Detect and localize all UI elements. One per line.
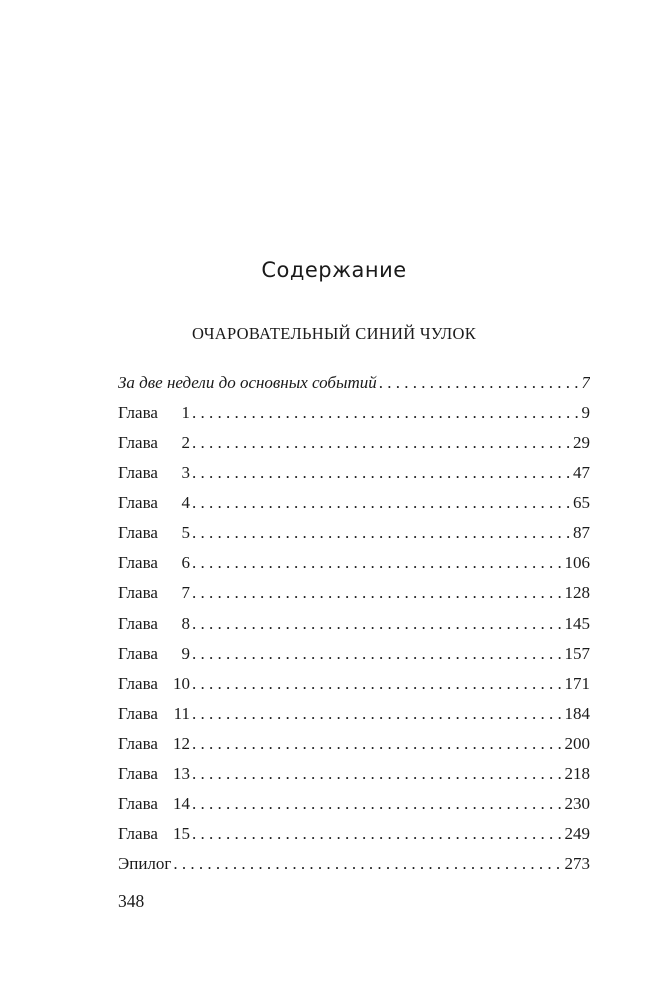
chapter-number: 3 xyxy=(181,463,190,483)
chapter-number: 1 xyxy=(181,403,190,423)
toc-entry-label: За две недели до основных событий xyxy=(118,373,377,392)
toc-entry-label xyxy=(118,639,190,669)
toc-entry-chapter-6[interactable] xyxy=(118,548,590,578)
toc-entry-chapter-13[interactable] xyxy=(118,759,590,789)
chapter-word: Глава xyxy=(118,673,158,693)
toc-entry-label xyxy=(118,428,190,458)
toc-entry-chapter-8[interactable] xyxy=(118,609,590,639)
toc-leader-dots xyxy=(192,759,563,789)
chapter-number: 14 xyxy=(173,793,190,813)
toc-entry-page: 171 xyxy=(564,673,590,693)
toc-entry-label xyxy=(118,398,190,428)
toc-entry-chapter-4[interactable] xyxy=(118,488,590,518)
chapter-word: Глава xyxy=(118,553,158,573)
toc-entry-page: 273 xyxy=(564,854,590,873)
chapter-word: Глава xyxy=(118,433,158,453)
toc-entry-chapter-10[interactable] xyxy=(118,669,590,699)
toc-entry-page: 200 xyxy=(564,733,590,753)
toc-entry-chapter-9[interactable] xyxy=(118,639,590,669)
toc-entry-label xyxy=(118,669,190,699)
toc-leader-dots xyxy=(192,819,563,849)
chapter-number: 6 xyxy=(181,553,190,573)
chapter-word: Глава xyxy=(118,493,158,513)
toc-entry-label xyxy=(118,789,190,819)
chapter-number: 13 xyxy=(173,763,190,783)
toc-entry-page: 9 xyxy=(581,403,590,423)
toc-leader-dots xyxy=(192,518,571,548)
chapter-number: 7 xyxy=(181,583,190,603)
toc-entry-chapter-2[interactable] xyxy=(118,428,590,458)
chapter-number: 15 xyxy=(173,823,190,843)
toc-leader-dots xyxy=(192,789,563,819)
toc-entry-label xyxy=(118,759,190,789)
chapter-word: Глава xyxy=(118,823,158,843)
toc-entry-page: 218 xyxy=(564,763,590,783)
toc-entry-chapter-5[interactable] xyxy=(118,518,590,548)
chapter-number: 9 xyxy=(181,643,190,663)
toc-entry-page: 184 xyxy=(564,703,590,723)
chapter-word: Глава xyxy=(118,703,158,723)
toc-entry-page: 157 xyxy=(564,643,590,663)
toc-entry-page: 47 xyxy=(573,463,590,483)
toc-entry-page: 249 xyxy=(564,823,590,843)
toc-entry-label xyxy=(118,699,190,729)
toc-entry-label xyxy=(118,518,190,548)
toc-entry-prologue[interactable] xyxy=(118,368,590,398)
chapter-word: Глава xyxy=(118,403,158,423)
page-number: 348 xyxy=(118,891,145,911)
toc-leader-dots xyxy=(192,729,563,759)
toc-leader-dots xyxy=(192,669,563,699)
toc-leader-dots xyxy=(379,368,580,398)
chapter-word: Глава xyxy=(118,733,158,753)
toc-leader-dots xyxy=(192,699,563,729)
toc-leader-dots xyxy=(192,578,563,608)
toc-entry-label xyxy=(118,548,190,578)
toc-entry-label xyxy=(118,819,190,849)
table-of-contents xyxy=(118,368,590,879)
toc-entry-label xyxy=(118,488,190,518)
toc-entry-chapter-7[interactable] xyxy=(118,578,590,608)
book-title: ОЧАРОВАТЕЛЬНЫЙ СИНИЙ ЧУЛОК xyxy=(191,324,477,343)
toc-entry-label: Эпилог xyxy=(118,854,172,873)
toc-entry-chapter-14[interactable] xyxy=(118,789,590,819)
toc-entry-page: 7 xyxy=(581,373,590,392)
toc-entry-page: 65 xyxy=(573,493,590,513)
chapter-word: Глава xyxy=(118,643,158,663)
toc-leader-dots xyxy=(192,428,571,458)
chapter-number: 12 xyxy=(173,733,190,753)
toc-entry-chapter-11[interactable] xyxy=(118,699,590,729)
toc-entry-page: 145 xyxy=(564,613,590,633)
toc-entry-chapter-12[interactable] xyxy=(118,729,590,759)
chapter-word: Глава xyxy=(118,763,158,783)
toc-entry-label xyxy=(118,458,190,488)
chapter-number: 5 xyxy=(181,523,190,543)
chapter-word: Глава xyxy=(118,463,158,483)
toc-leader-dots xyxy=(192,488,571,518)
page-heading: Содержание xyxy=(261,258,407,282)
toc-leader-dots xyxy=(192,609,563,639)
toc-leader-dots xyxy=(192,398,580,428)
toc-entry-page: 128 xyxy=(564,583,590,603)
toc-entry-label xyxy=(118,729,190,759)
chapter-number: 2 xyxy=(181,433,190,453)
toc-leader-dots xyxy=(192,639,563,669)
chapter-number: 4 xyxy=(181,493,190,513)
toc-entry-page: 87 xyxy=(573,523,590,543)
toc-entry-page: 29 xyxy=(573,433,590,453)
toc-entry-chapter-15[interactable] xyxy=(118,819,590,849)
chapter-number: 11 xyxy=(173,703,190,723)
toc-leader-dots xyxy=(192,458,571,488)
chapter-word: Глава xyxy=(118,613,158,633)
toc-entry-label xyxy=(118,609,190,639)
toc-entry-page: 230 xyxy=(564,793,590,813)
toc-leader-dots xyxy=(192,548,563,578)
toc-entry-chapter-1[interactable] xyxy=(118,398,590,428)
toc-leader-dots xyxy=(173,849,562,879)
toc-entry-chapter-3[interactable] xyxy=(118,458,590,488)
toc-entry-page: 106 xyxy=(564,553,590,573)
chapter-word: Глава xyxy=(118,583,158,603)
toc-entry-label xyxy=(118,578,190,608)
chapter-number: 10 xyxy=(173,673,190,693)
chapter-number: 8 xyxy=(181,613,190,633)
chapter-word: Глава xyxy=(118,793,158,813)
toc-entry-epilogue[interactable] xyxy=(118,849,590,879)
chapter-word: Глава xyxy=(118,523,158,543)
